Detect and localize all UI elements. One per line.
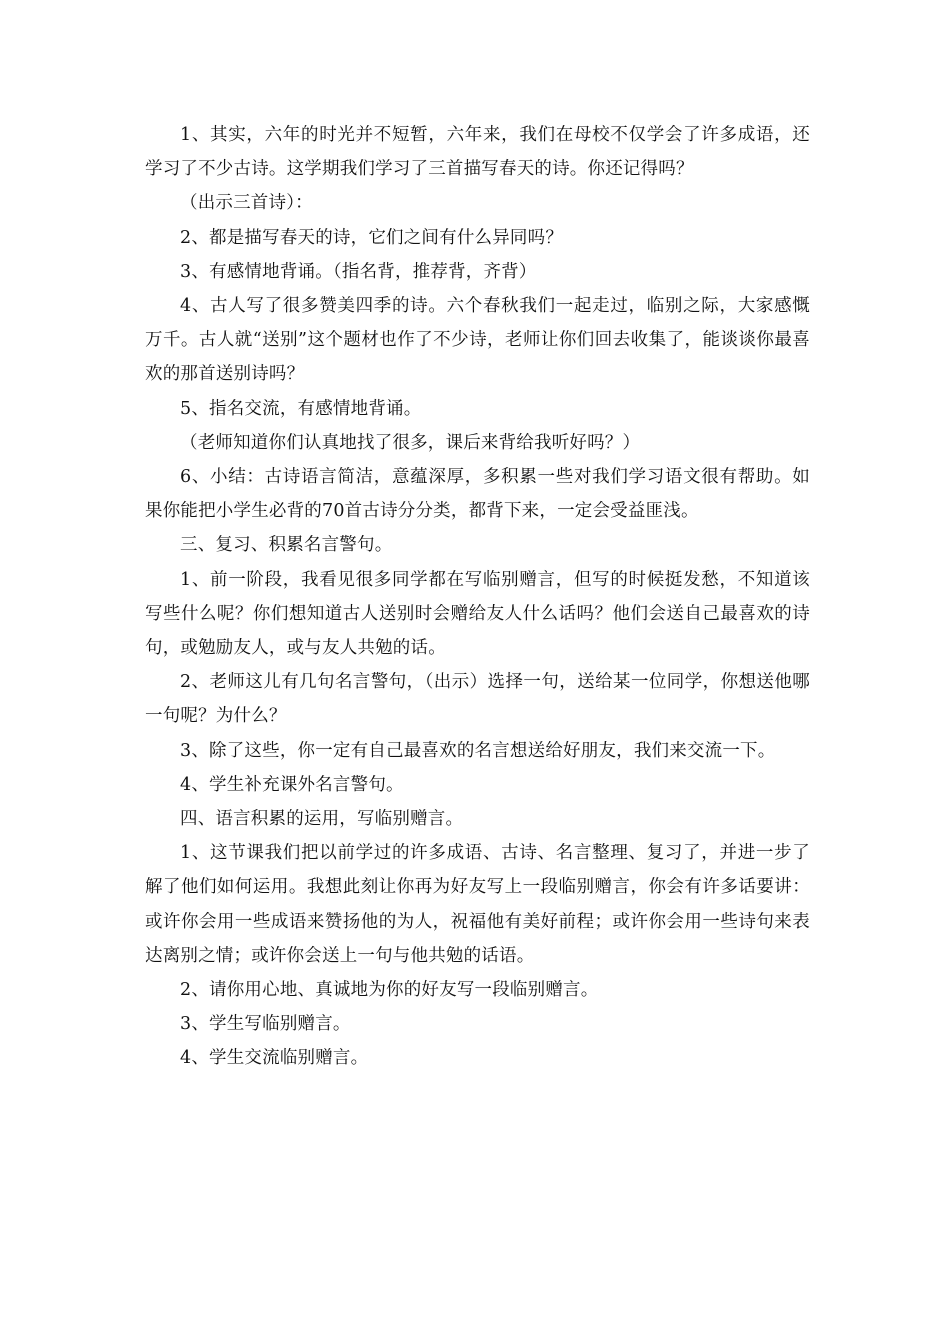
paragraph: 4、古人写了很多赞美四季的诗。六个春秋我们一起走过，临别之际，大家感慨万千。古人就“送别”这个题材也作了不少诗，老师让你们回去收集了，能谈谈你最喜欢的那首送别诗吗？ bbox=[145, 296, 810, 385]
section-heading: 四、语言积累的运用，写临别赠言。 bbox=[180, 809, 464, 830]
section-heading: 三、复习、积累名言警句。 bbox=[180, 535, 393, 556]
paragraph: 2、都是描写春天的诗，它们之间有什么异同吗？ bbox=[180, 227, 564, 248]
paragraph: 4、学生补充课外名言警句。 bbox=[180, 774, 404, 795]
paragraph: 1、其实，六年的时光并不短暂，六年来，我们在母校不仅学会了许多成语，还学习了不少古诗。这学期我们学习了三首描写春天的诗。你还记得吗？ bbox=[145, 125, 810, 180]
paragraph: 6、小结：古诗语言简洁，意蕴深厚，多积累一些对我们学习语文很有帮助。如果你能把小学生必背的70首古诗分分类，都背下来，一定会受益匪浅。 bbox=[145, 467, 810, 522]
paragraph: 3、学生写临别赠言。 bbox=[180, 1014, 351, 1035]
paragraph: 3、除了这些，你一定有自己最喜欢的名言想送给好朋友，我们来交流一下。 bbox=[180, 740, 776, 761]
paragraph: （出示三首诗）： bbox=[180, 193, 313, 214]
paragraph: 3、有感情地背诵。（指名背，推荐背，齐背） bbox=[180, 261, 537, 282]
paragraph: 4、学生交流临别赠言。 bbox=[180, 1048, 369, 1069]
document-body bbox=[145, 118, 810, 1076]
paragraph: 5、指名交流，有感情地背诵。 bbox=[180, 398, 422, 419]
paragraph: 2、请你用心地、真诚地为你的好友写一段临别赠言。 bbox=[180, 980, 599, 1001]
paragraph: 1、这节课我们把以前学过的许多成语、古诗、名言整理、复习了，并进一步了解了他们如何运用。我想此刻让你再为好友写上一段临别赠言，你会有许多话要讲：或许你会用一些成语来赞扬他的为人，祝福他有美好前程；或许你会用一些诗句来表达离别之情；或许你会送上一句与他共勉的话语。 bbox=[145, 843, 810, 966]
paragraph: 2、老师这儿有几句名言警句，（出示）选择一句，送给某一位同学，你想送他哪一句呢？为什么？ bbox=[145, 672, 810, 727]
paragraph: （老师知道你们认真地找了很多，课后来背给我听好吗？） bbox=[180, 432, 641, 453]
paragraph: 1、前一阶段，我看见很多同学都在写临别赠言，但写的时候挺发愁，不知道该写些什么呢？你们想知道古人送别时会赠给友人什么话吗？他们会送自己最喜欢的诗句，或勉励友人，或与友人共勉的话。 bbox=[145, 569, 810, 659]
